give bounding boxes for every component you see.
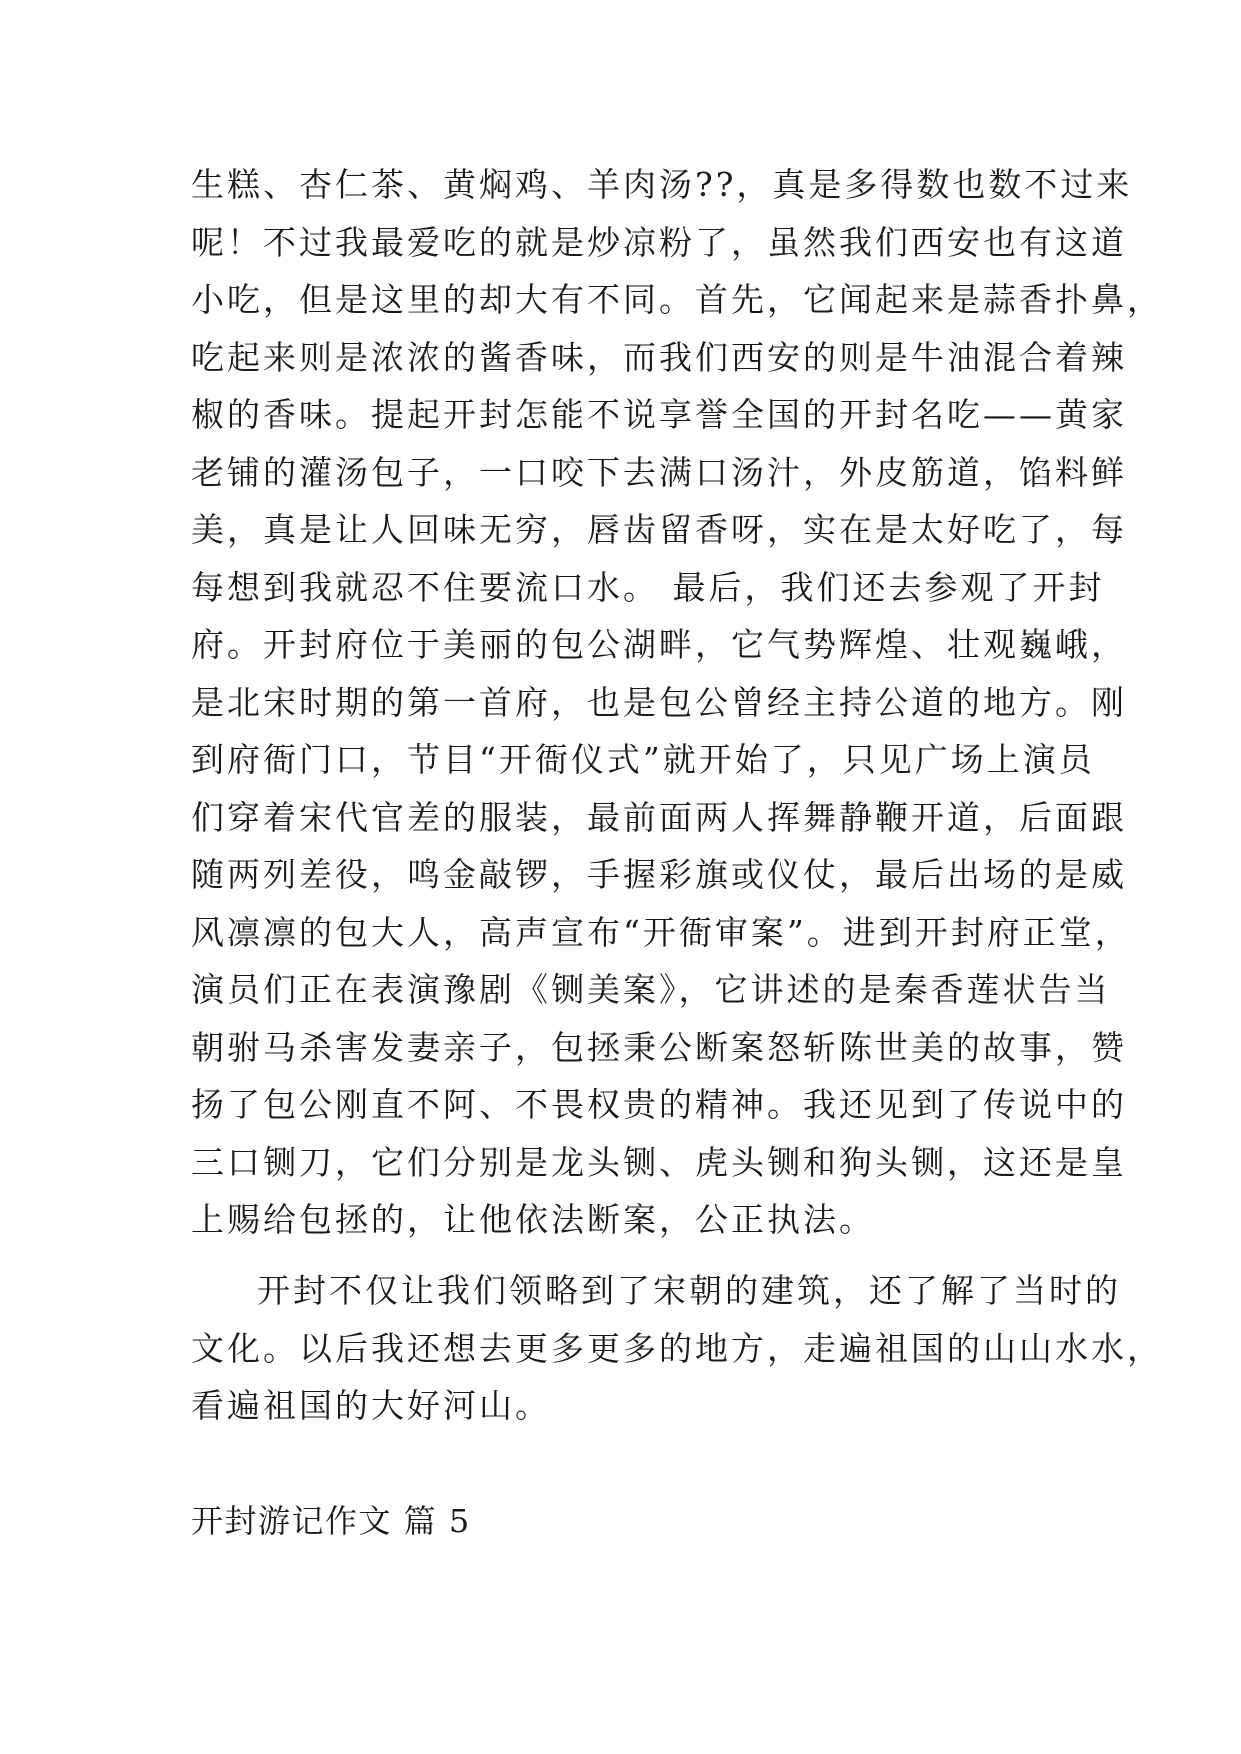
text-line: 风凛凛的包大人，高声宣布“开衙审案”。进到开封府正堂， bbox=[191, 912, 1131, 952]
text-line: 椒的香味。提起开封怎能不说享誉全国的开封名吃——黄家 bbox=[191, 395, 1127, 434]
text-line: 每想到我就忍不住要流口水。 最后，我们还去参观了开封 bbox=[191, 567, 1105, 607]
text-line: 老铺的灌汤包子，一口咬下去满口汤汁，外皮筋道，馅料鲜 bbox=[191, 452, 1127, 492]
text-line: 呢！不过我最爱吃的就是炒凉粉了，虽然我们西安也有这道 bbox=[191, 222, 1127, 262]
text-line: 朝驸马杀害发妻亲子，包拯秉公断案怒斩陈世美的故事，赞 bbox=[191, 1027, 1127, 1067]
text-line: 看遍祖国的大好河山。 bbox=[191, 1386, 551, 1425]
text-line: 吃起来则是浓浓的酱香味，而我们西安的则是牛油混合着辣 bbox=[191, 337, 1127, 377]
section-heading: 开封游记作文 篇 5 bbox=[191, 1502, 471, 1540]
text-line: 小吃，但是这里的却大有不同。首先，它闻起来是蒜香扑鼻， bbox=[191, 280, 1163, 319]
text-line: 随两列差役，鸣金敲锣，手握彩旗或仪仗，最后出场的是威 bbox=[191, 855, 1127, 894]
text-line: 生糕、杏仁茶、黄焖鸡、羊肉汤??，真是多得数也数不过来 bbox=[191, 165, 1133, 204]
text-line: 们穿着宋代官差的服装，最前面两人挥舞静鞭开道，后面跟 bbox=[191, 797, 1127, 837]
text-line: 是北宋时期的第一首府，也是包公曾经主持公道的地方。刚 bbox=[191, 682, 1127, 722]
text-line: 上赐给包拯的，让他依法断案，公正执法。 bbox=[191, 1200, 875, 1239]
text-line: 到府衙门口，节目“开衙仪式”就开始了，只见广场上演员 bbox=[191, 740, 1095, 779]
paragraph-continuation bbox=[191, 156, 1163, 1249]
paragraph-conclusion bbox=[191, 1262, 1163, 1435]
text-line: 文化。以后我还想去更多更多的地方，走遍祖国的山山水水， bbox=[191, 1328, 1163, 1368]
text-line: 开封不仅让我们领略到了宋朝的建筑，还了解了当时的 bbox=[257, 1271, 1121, 1310]
text-line: 扬了包公刚直不阿、不畏权贵的精神。我还见到了传说中的 bbox=[191, 1085, 1127, 1124]
text-line: 美，真是让人回味无穷，唇齿留香呀，实在是太好吃了，每 bbox=[191, 510, 1127, 549]
text-line: 演员们正在表演豫剧《铡美案》，它讲述的是秦香莲状告当 bbox=[191, 970, 1111, 1009]
text-line: 三口铡刀，它们分别是龙头铡、虎头铡和狗头铡，这还是皇 bbox=[191, 1142, 1127, 1182]
text-line: 府。开封府位于美丽的包公湖畔，它气势辉煌、壮观巍峨， bbox=[191, 625, 1127, 664]
